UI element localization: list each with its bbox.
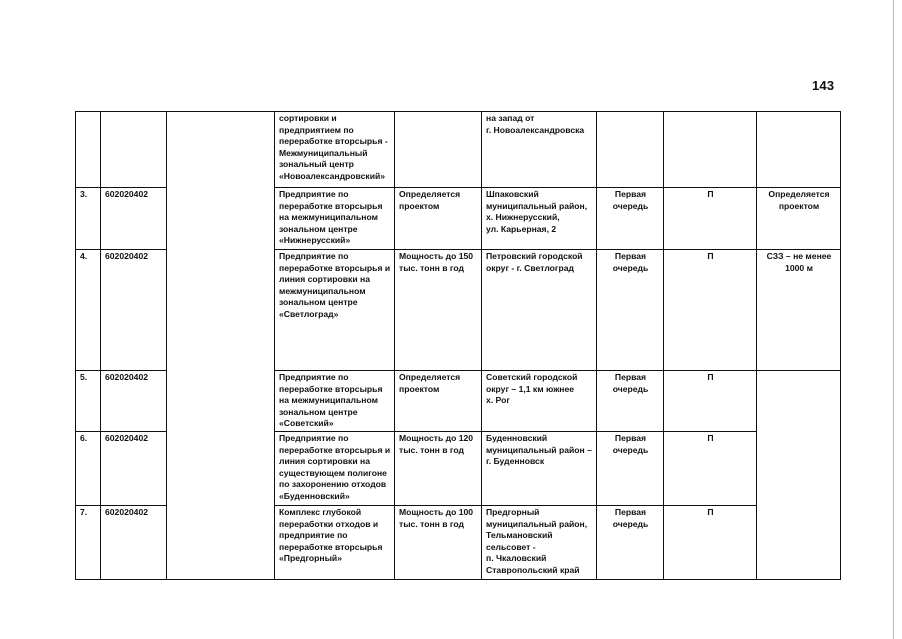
capacity-cell: Мощность до 120 тыс. тонн в год <box>395 432 482 506</box>
sanitary-zone-cell <box>757 371 841 580</box>
queue-cell: Первая очередь <box>597 432 664 506</box>
location-cell: Петровский городской округ - г. Светлоград <box>482 250 597 371</box>
type-cell: П <box>664 432 757 506</box>
type-cell <box>664 112 757 188</box>
object-name-cell: Предприятие по переработке вторсырья на межмуниципальном зональном центре «Нижнерусский» <box>275 188 395 250</box>
code-cell: 602020402 <box>101 250 167 371</box>
code-cell: 602020402 <box>101 432 167 506</box>
object-name-cell: Предприятие по переработке вторсырья и линия сортировки на существующем полигоне по захоронению отходов «Буденновский» <box>275 432 395 506</box>
table-row <box>76 112 841 188</box>
blank-cell <box>167 112 275 580</box>
location-cell: Шпаковский муниципальный район, х. Нижнерусский, ул. Карьерная, 2 <box>482 188 597 250</box>
sanitary-zone-cell: СЗЗ – не менее 1000 м <box>757 250 841 371</box>
objects-table <box>75 111 841 580</box>
object-name-cell: Комплекс глубокой переработки отходов и предприятие по переработке вторсырья «Предгорный» <box>275 506 395 580</box>
type-cell: П <box>664 371 757 432</box>
row-number-cell: 6. <box>76 432 101 506</box>
row-number-cell <box>76 112 101 188</box>
queue-cell: Первая очередь <box>597 506 664 580</box>
location-cell: Советский городской округ – 1,1 км южнее х. Рог <box>482 371 597 432</box>
capacity-cell <box>395 112 482 188</box>
code-cell <box>101 112 167 188</box>
page-number: 143 <box>812 78 835 93</box>
object-name-cell: сортировки и предприятием по переработке вторсырья - Межмуниципальный зональный центр «Новоалександровский» <box>275 112 395 188</box>
queue-cell <box>597 112 664 188</box>
location-cell: Буденновский муниципальный район – г. Буденновск <box>482 432 597 506</box>
queue-cell: Первая очередь <box>597 188 664 250</box>
code-cell: 602020402 <box>101 188 167 250</box>
capacity-cell: Определяется проектом <box>395 371 482 432</box>
type-cell: П <box>664 250 757 371</box>
queue-cell: Первая очередь <box>597 371 664 432</box>
capacity-cell: Мощность до 100 тыс. тонн в год <box>395 506 482 580</box>
row-number-cell: 5. <box>76 371 101 432</box>
page-edge-line <box>893 0 894 639</box>
row-number-cell: 7. <box>76 506 101 580</box>
row-number-cell: 3. <box>76 188 101 250</box>
object-name-cell: Предприятие по переработке вторсырья на межмуниципальном зональном центре «Советский» <box>275 371 395 432</box>
type-cell: П <box>664 188 757 250</box>
sanitary-zone-cell: Определяется проектом <box>757 188 841 250</box>
queue-cell: Первая очередь <box>597 250 664 371</box>
capacity-cell: Определяется проектом <box>395 188 482 250</box>
sanitary-zone-cell <box>757 112 841 188</box>
code-cell: 602020402 <box>101 371 167 432</box>
type-cell: П <box>664 506 757 580</box>
row-number-cell: 4. <box>76 250 101 371</box>
code-cell: 602020402 <box>101 506 167 580</box>
object-name-cell: Предприятие по переработке вторсырья и линия сортировки на межмуниципальном зональном центре «Светлоград» <box>275 250 395 371</box>
location-cell: Предгорный муниципальный район, Тельмановский сельсовет - п. Чкаловский Ставропольский край <box>482 506 597 580</box>
location-cell: на запад от г. Новоалександровска <box>482 112 597 188</box>
capacity-cell: Мощность до 150 тыс. тонн в год <box>395 250 482 371</box>
